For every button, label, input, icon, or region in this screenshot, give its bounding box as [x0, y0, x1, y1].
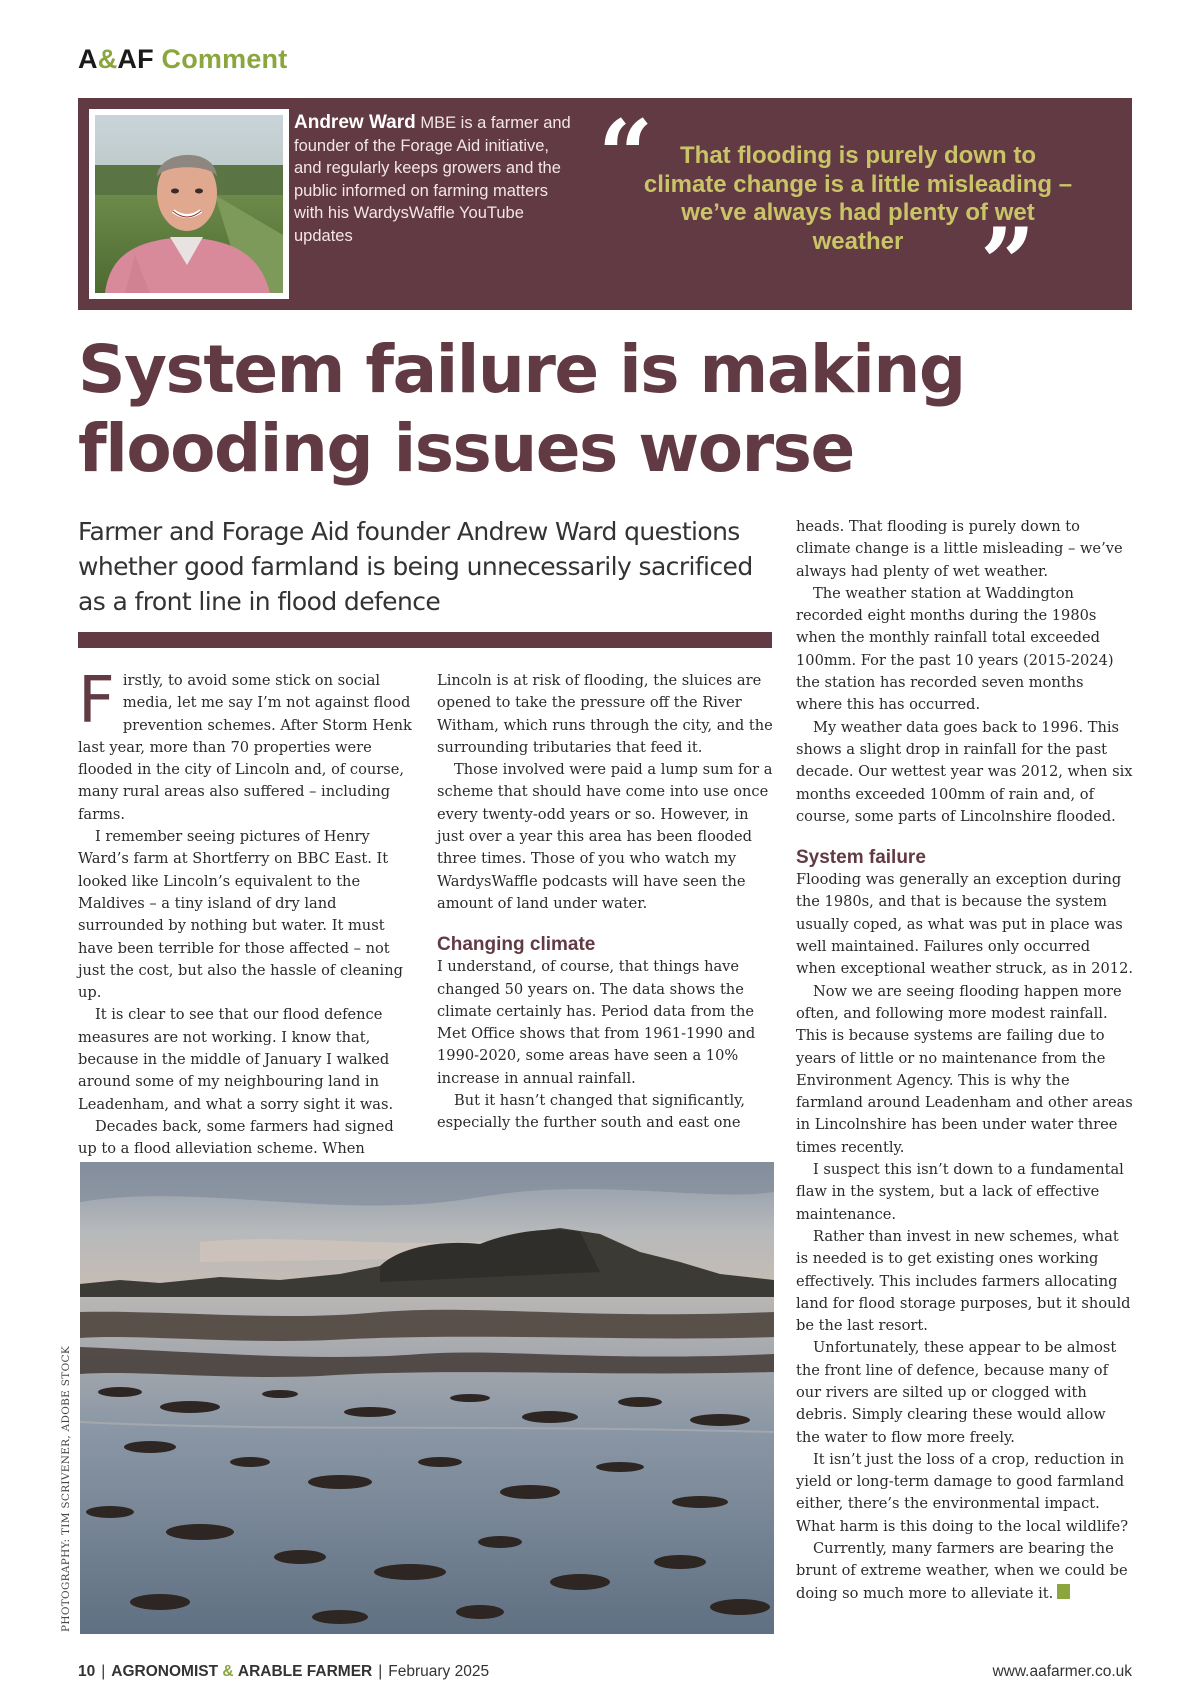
article-paragraph: The weather station at Waddington recorded eight months during the 1980s when the monthly rainfall total exceeded 100mm. For the past 10 years (2015-2024) the station has recorded seven months where this has occurred. [796, 584, 1114, 714]
pull-quote: That flooding is purely down to climate change is a little misleading – we’ve always had plenty of wet weather [643, 142, 1073, 255]
brand-a: A [78, 44, 98, 74]
article-paragraph: It isn’t just the loss of a crop, reduction in yield or long-term damage to good farmland either, there’s the environmental impact. What harm is this doing to the local wildlife? [796, 1450, 1129, 1535]
article-paragraph: It is clear to see that our flood defence measures are not working. I know that, because in the middle of January I walked around some of my neighbouring land in Leadenham, and what a sorry sight it was. [78, 1006, 394, 1113]
article-column-2 [437, 670, 774, 1135]
article-paragraph: But it hasn’t changed that significantly, especially the further south and east one [437, 1092, 746, 1132]
subhead-changing-climate: Changing climate [437, 934, 596, 956]
author-photo-frame [89, 109, 289, 299]
publication-name-a: AGRONOMIST [111, 1663, 219, 1680]
brand-amp: & [97, 44, 118, 74]
article-paragraph: Currently, many farmers are bearing the brunt of extreme weather, when we could be doing so much more to alleviate it. [796, 1540, 1128, 1602]
article-paragraph: Rather than invest in new schemes, what is needed is to get existing ones working effectively. This includes farmers allocating land for flood storage purposes, but it should be the last resort. [796, 1227, 1131, 1335]
headline: System failure is making flooding issues worse [78, 331, 965, 487]
publication-name-b: ARABLE FARMER [237, 1663, 373, 1680]
page-number: 10 [78, 1663, 96, 1680]
author-bio [294, 112, 574, 247]
footer: 10 | AGRONOMIST & ARABLE FARMER | February 2025 [78, 1663, 490, 1680]
drop-cap: F [78, 664, 115, 738]
publication-amp: & [222, 1663, 234, 1680]
article-paragraph: I suspect this isn’t down to a fundamental flaw in the system, but a lack of effective maintenance. [796, 1161, 1124, 1223]
article-column-1 [78, 664, 414, 1161]
section-comment: Comment [161, 44, 288, 74]
article-paragraph: Flooding was generally an exception during the 1980s, and that is because the system usually coped, as what was put in place was well maintained. Failures only occurred when exceptional weather struck, as in 2012. [796, 871, 1133, 978]
standfirst: Farmer and Forage Aid founder Andrew Ward questions whether good farmland is being unnecessarily sacrificed as a front line in flood defence [78, 517, 753, 616]
subhead-system-failure: System failure [796, 847, 926, 869]
end-mark-icon [1057, 1584, 1070, 1599]
article-paragraph: I understand, of course, that things have changed 50 years on. The data shows the climate certainly has. Period data from the Met Office shows that from 1961-1990 and 1990-2020, some areas have seen a 10% increase in annual rainfall. [437, 958, 756, 1087]
author-photo [95, 115, 283, 293]
article-paragraph: My weather data goes back to 1996. This shows a slight drop in rainfall for the past decade. Our wettest year was 2012, when six months exceeded 100mm of rain and, of course, some parts of Lincolnshire flooded. [796, 718, 1133, 825]
issue-date: February 2025 [388, 1663, 490, 1680]
article-paragraph: Now we are seeing flooding happen more often, and following more modest rainfall. This is because systems are failing due to years of little or no maintenance from the Environment Agency. This is why the farmland around Leadenham and other areas in Lincolnshire has been under water three times recently. [796, 982, 1133, 1156]
standfirst-divider [78, 632, 772, 648]
author-bio-text: MBE is a farmer and founder of the Forage Aid initiative, and regularly keeps growers and the public informed on farming matters with his WardysWaffle YouTube updates [294, 114, 571, 245]
author-name: Andrew Ward [294, 112, 416, 133]
quote-close-mark: ” [980, 207, 1036, 320]
section-label [78, 44, 287, 75]
article-paragraph: Lincoln is at risk of flooding, the sluices are opened to take the pressure off the River Witham, which runs through the city, and the surrounding tributaries that feed it. [437, 672, 773, 756]
article-paragraph: heads. That flooding is purely down to climate change is a little misleading – we’ve always had plenty of wet weather. [796, 518, 1123, 580]
flooded-field-photo [80, 1162, 774, 1634]
website-url[interactable]: www.aafarmer.co.uk [992, 1663, 1132, 1680]
article-paragraph: Unfortunately, these appear to be almost the front line of defence, because many of our rivers are silted up or clogged with debris. Simply clearing these would allow the water to flow more freely. [796, 1339, 1117, 1446]
photo-credit: PHOTOGRAPHY: TIM SCRIVENER, ADOBE STOCK [60, 1346, 72, 1632]
quote-open-mark: “ [598, 99, 654, 212]
article-column-3 [796, 516, 1134, 1605]
brand-af: AF [117, 44, 154, 74]
article-paragraph: Firstly, to avoid some stick on social media, let me say I’m not against flood prevention schemes. After Storm Henk last year, more than 70 properties were flooded in the city of Lincoln and, of course, many rural areas also suffered – including farms. [78, 664, 412, 823]
article-paragraph: Decades back, some farmers had signed up to a flood alleviation scheme. When [78, 1117, 394, 1158]
article-paragraph: I remember seeing pictures of Henry Ward’s farm at Shortferry on BBC East. It looked like Lincoln’s equivalent to the Maldives – a tiny island of dry land surrounded by nothing but water. It must have been terrible for those affected – not just the cost, but also the hassle of cleaning up. [78, 828, 403, 1002]
author-banner [78, 98, 1132, 320]
article-paragraph: Those involved were paid a lump sum for a scheme that should have come into use once every twenty-odd years or so. However, in just over a year this area has been flooded three times. Those of you who watch my WardysWaffle podcasts will have seen the amount of land under water. [437, 761, 773, 912]
